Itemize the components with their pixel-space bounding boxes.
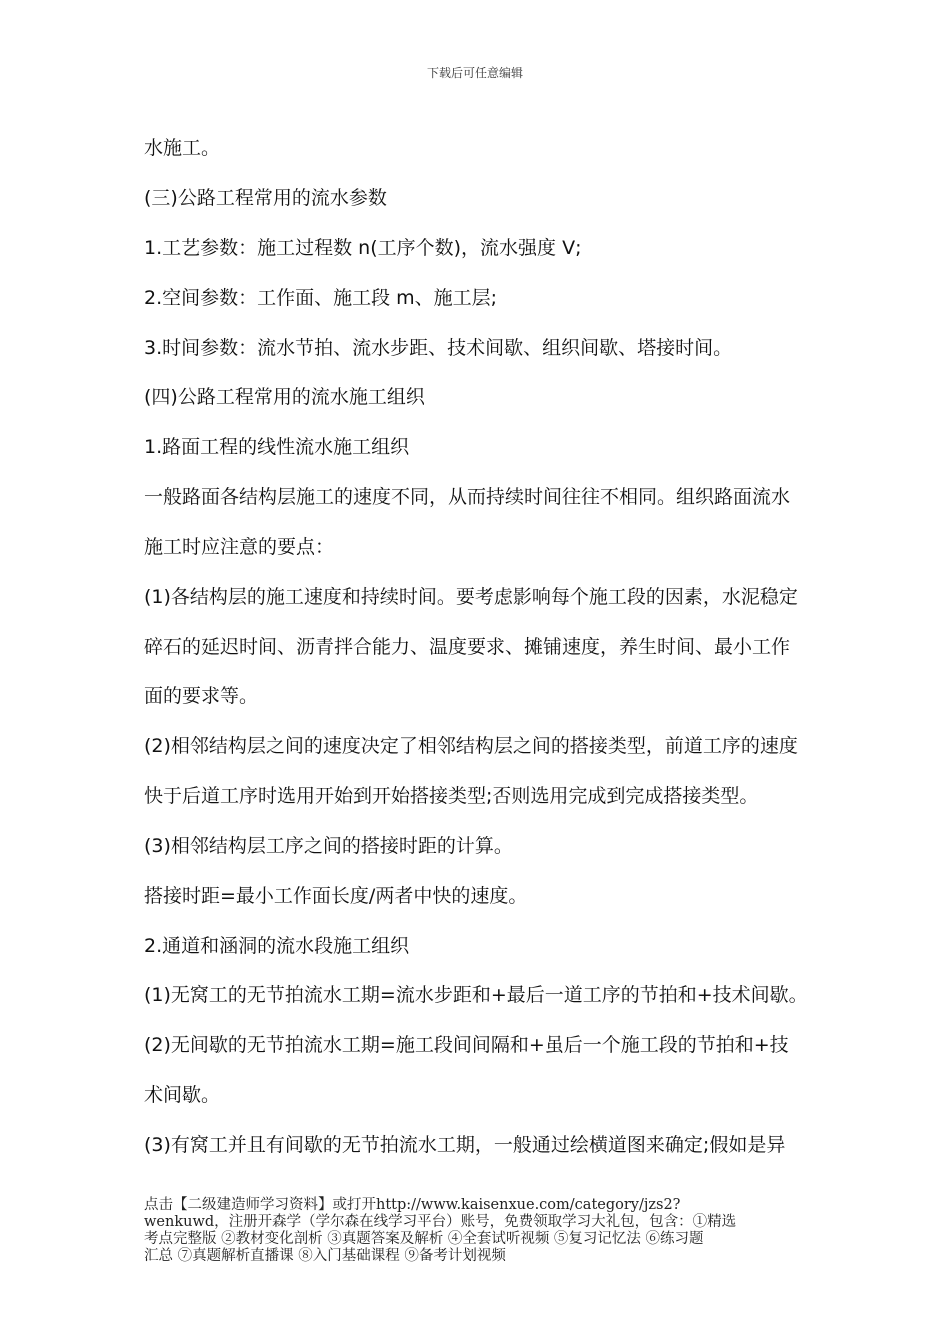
body-line: 快于后道工序时选用开始到开始搭接类型;否则选用完成到完成搭接类型。 (144, 785, 759, 807)
body-line: (2)相邻结构层之间的速度决定了相邻结构层之间的搭接类型，前道工序的速度 (144, 735, 798, 757)
body-line: 面的要求等。 (144, 685, 259, 707)
body-line: (三)公路工程常用的流水参数 (144, 187, 387, 209)
body-line: 1.路面工程的线性流水施工组织 (144, 436, 410, 458)
body-line: (3)有窝工并且有间歇的无节拍流水工期，一般通过绘横道图来确定;假如是异 (144, 1134, 786, 1156)
body-line: (1)无窝工的无节拍流水工期=流水步距和+最后一道工序的节拍和+技术间歇。 (144, 984, 808, 1006)
body-line: (1)各结构层的施工速度和持续时间。要考虑影响每个施工段的因素，水泥稳定 (144, 586, 798, 608)
promo-footer-line: 汇总 ⑦真题解析直播课 ⑧入门基础课程 ⑨备考计划视频 (144, 1248, 506, 1264)
body-line: 碎石的延迟时间、沥青拌合能力、温度要求、摊铺速度，养生时间、最小工作 (144, 636, 791, 658)
body-line: 术间歇。 (144, 1084, 221, 1106)
body-line: 一般路面各结构层施工的速度不同，从而持续时间往往不相同。组织路面流水 (144, 486, 791, 508)
promo-footer-line: wenkuwd，注册开森学（学尔森在线学习平台）账号，免费领取学习大礼包，包含：①精选 (144, 1214, 737, 1230)
body-line: (3)相邻结构层工序之间的搭接时距的计算。 (144, 835, 513, 857)
promo-footer-line: 考点完整版 ②教材变化剖析 ③真题答案及解析 ④全套试听视频 ⑤复习记忆法 ⑥练习题 (144, 1231, 704, 1247)
body-line: 搭接时距=最小工作面长度/两者中快的速度。 (144, 885, 528, 907)
promo-footer (144, 1197, 814, 1265)
promo-footer-line: 点击【二级建造师学习资料】或打开http://www.kaisenxue.com/category/jzs2? (144, 1197, 681, 1213)
body-line: 水施工。 (144, 137, 221, 159)
body-line: 施工时应注意的要点： (144, 536, 335, 558)
body-line: (四)公路工程常用的流水施工组织 (144, 386, 425, 408)
page-header: 下载后可任意编辑 (426, 66, 523, 80)
body-line: 2.通道和涵洞的流水段施工组织 (144, 935, 410, 957)
body-line: 3.时间参数：流水节拍、流水步距、技术间歇、组织间歇、塔接时间。 (144, 337, 733, 359)
body-line: 1.工艺参数：施工过程数 n(工序个数)，流水强度 V; (144, 237, 582, 259)
body-line: (2)无间歇的无节拍流水工期=施工段间间隔和+虽后一个施工段的节拍和+技 (144, 1034, 789, 1056)
body-line: 2.空间参数：工作面、施工段 m、施工层; (144, 287, 498, 309)
